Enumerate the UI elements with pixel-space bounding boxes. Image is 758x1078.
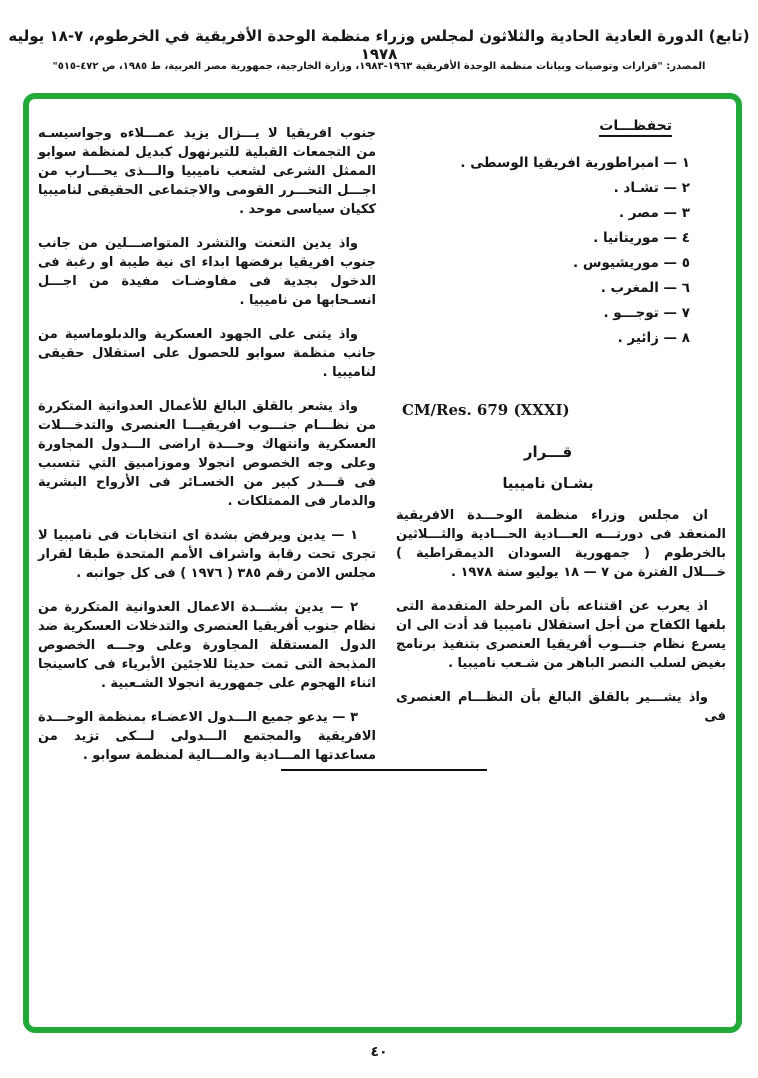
- reservation-item: ٦ — المغرب .: [600, 280, 690, 296]
- left-column: [38, 124, 376, 780]
- paragraph: واذ يشعر بالقلق البالغ للأعمال العدوانية المتكررة من نظـــام جنـــوب افريقيـــا العنصرى والتدخـــلات العسكرية وانتهاك وحـــدة اراضى الـــدول المجاورة وعلى وجه الخصوص انجولا وموزامبيق التي تتسبب فى قـــدر كبير من الخسـائر فى الأرواح البشرية والدمار فى الممتلكات .: [38, 399, 376, 509]
- reservation-item: ٣ — مصر .: [618, 205, 690, 221]
- paragraph: واذ يثنى على الجهود العسكرية والدبلوماسية من جانب منظمة سوابو للحصول على استقلال حقيقى لناميبيا .: [38, 327, 376, 380]
- resolution-title: قـــرار: [523, 443, 573, 461]
- reservation-item: ١ — امبراطورية افريقيا الوسطى .: [460, 155, 690, 171]
- page-number: ٤٠: [370, 1044, 388, 1060]
- document-source-line: المصدر: "قرارات وتوصيات وبيانات منظمة الوحدة الأفريقية ١٩٦٣-١٩٨٣، وزارة الخارجية، جمهورية مصر العربية، ط ١٩٨٥، ص ٤٧٢-٥١٥": [52, 61, 706, 72]
- paragraph: اذ يعرب عن اقتناعه بأن المرحلة المتقدمة التى بلغها الكفاح من أجل استقلال ناميبيا قد أدت الى ان يسرع نظام جنـــوب أفريقيا العنصرى بتنفيذ برنامج بغيض لسلب النصر الباهر من شـعب ناميبيا .: [396, 599, 726, 671]
- paragraph: جنوب افريقيا لا يـــزال يزيد عمـــلاءه وجواسيسـه من التجمعات القبلية للتيرنهول كبديل لمنظمة سوابو الممثل الشرعى لشعب ناميبيا والـــذى يحـــارب من اجـــل التحـــرر القومى والاجتماعى الحقيقى لناميبيا ككيان سياسى موحد .: [38, 126, 376, 217]
- document-header-title: (تابع) الدورة العادية الحادية والثلاثون لمجلس وزراء منظمة الوحدة الأفريقية في الخرطوم، ٧-١٨ يوليه ١٩٧٨: [8, 27, 750, 63]
- reservations-title: تحفظـــات: [599, 118, 672, 137]
- resolution-reference: CM/Res. 679 (XXXI): [402, 401, 570, 419]
- reservation-item: ٢ — تشـاد .: [613, 180, 690, 196]
- paragraph: ١ — يدين ويرفض بشدة اى انتخابات فى ناميبيا لا تجرى تحت رقابة واشراف الأمم المتحدة طبقا لقرار مجلس الامن رقم ٣٨٥ ( ١٩٧٦ ) فى كل جوانبه .: [38, 528, 376, 581]
- reservation-item: ٥ — موريشيوس .: [573, 255, 690, 271]
- paragraph: واذ يشـــير بالقلق البالغ بأن النظـــام العنصرى فى: [396, 690, 726, 724]
- resolution-subtitle: بشـان ناميبيا: [502, 476, 594, 492]
- resolution-paragraphs: [396, 506, 726, 726]
- reservation-item: ٤ — موريتانيا .: [593, 230, 690, 246]
- reservation-item: ٧ — توجـــو .: [603, 305, 690, 321]
- paragraph: ٢ — يدين بشـــدة الاعمال العدوانية المتكررة من نظام جنوب أفريقيا العنصرى والتدخلات العسكرية ضد الدول المستقلة المجاورة وعلى وجـــه الخصوص المذبحة التى تمت حديثا للاجئين الأبرياء فى كاسينجا اثناء الهجوم على جمهورية انجولا الشـعبية .: [38, 600, 376, 691]
- paragraph: ٣ — يدعو جميع الـــدول الاعضـاء بمنظمة الوحـــدة الافريقية والمجتمع الـــدولى لـــكى تزيد من مساعدتها المـــادية والمـــالية لمنظمة سوابو .: [38, 710, 376, 763]
- divider-rule: [281, 769, 487, 771]
- reservations-list: [406, 151, 690, 351]
- reservation-item: ٨ — زائير .: [617, 330, 690, 346]
- paragraph: ان مجلس وزراء منظمة الوحـــدة الافريقية المنعقد فى دورتـــه العـــادية الحـــادية والثـــلاثين بالخرطوم ( جمهورية السودان الديمقراطية ) خـــلال الفترة من ٧ — ١٨ يوليو سنة ١٩٧٨ .: [396, 508, 726, 580]
- right-column: [396, 110, 726, 741]
- paragraph: واذ يدين التعنت والتشرد المتواصـــلين من جانب جنوب افريقيا برفضها ابداء اى نية طيبة او رغبة فى الدخول بجدية فى مفاوضـات مفيدة من اجـــل انسـحابها من ناميبيا .: [38, 236, 376, 308]
